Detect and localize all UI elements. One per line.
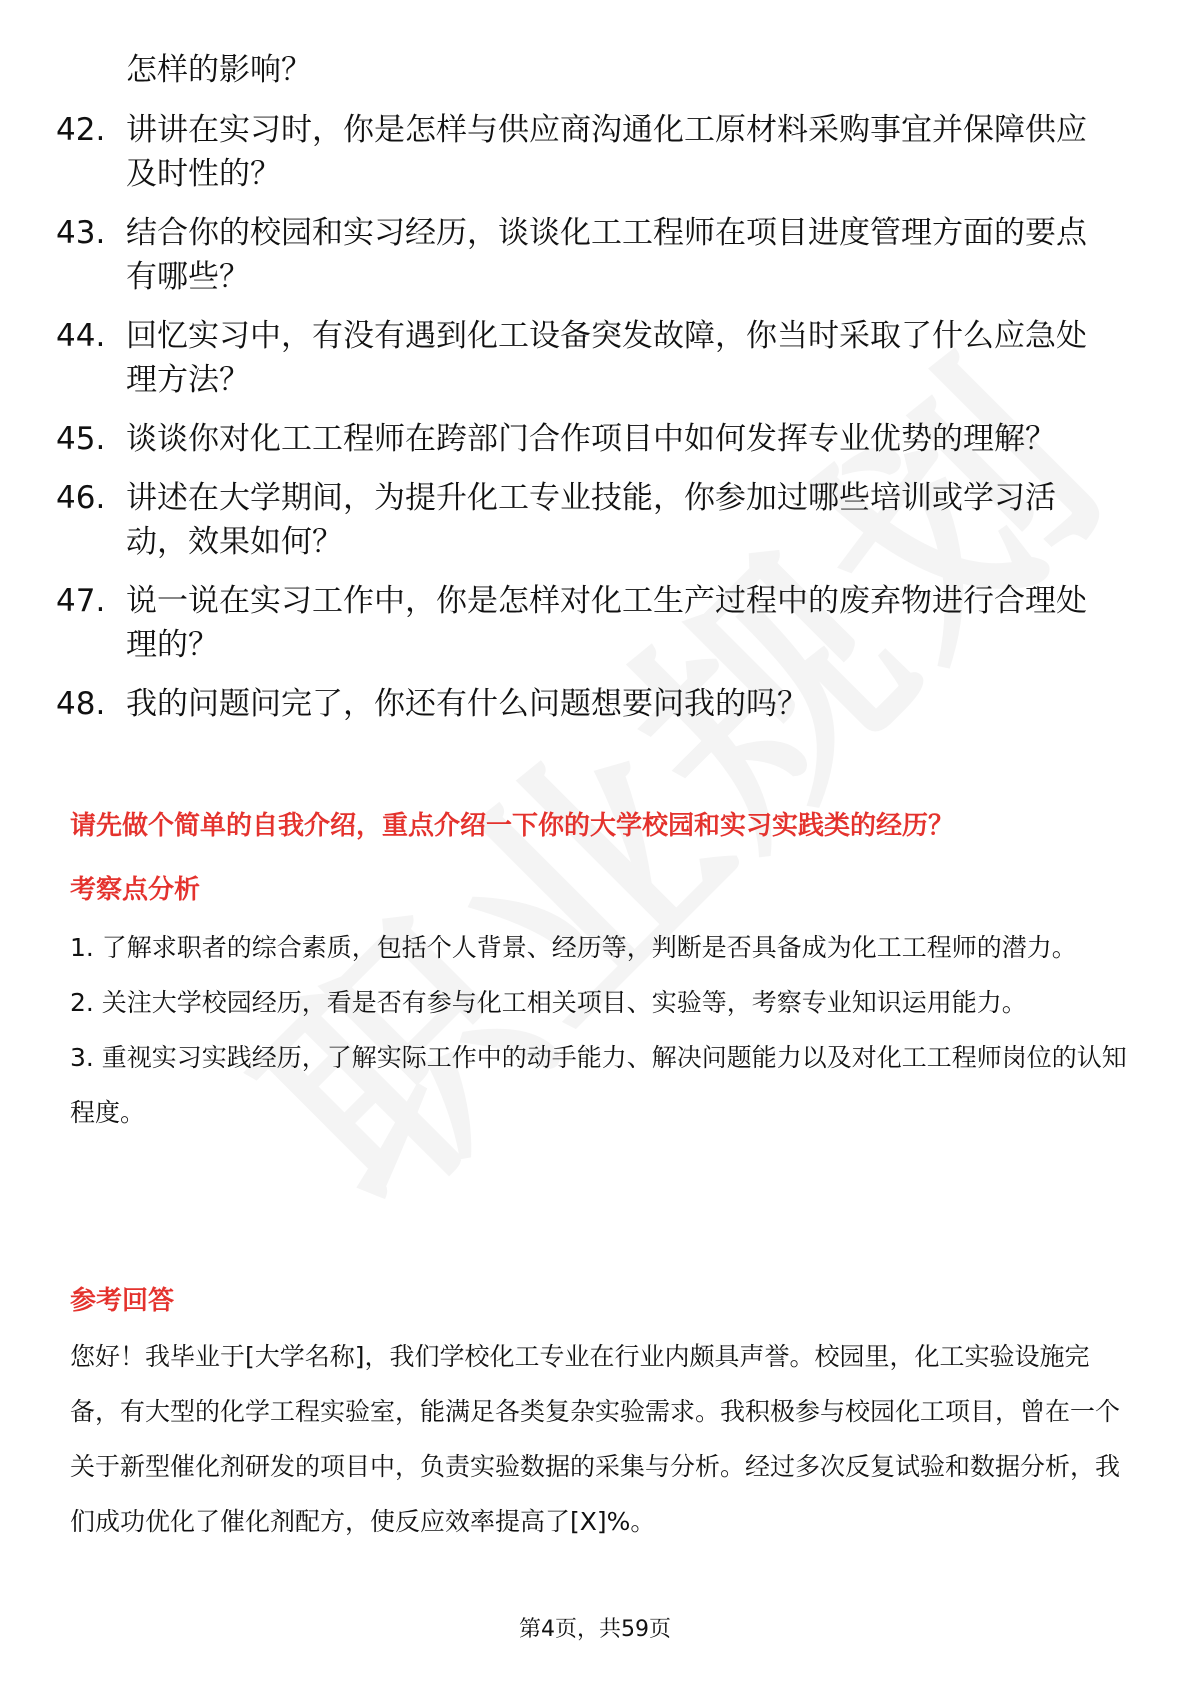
question-number: 43. xyxy=(56,215,106,251)
question-number: 47. xyxy=(56,583,106,619)
analysis-heading: 考察点分析 xyxy=(70,875,201,905)
question-item xyxy=(56,211,1126,299)
question-text: 讲讲在实习时，你是怎样与供应商沟通化工原材料采购事宜并保障供应及时性的？ xyxy=(126,112,1087,192)
question-item xyxy=(56,417,1126,461)
featured-question xyxy=(70,808,1130,844)
question-item xyxy=(56,682,1126,726)
question-item xyxy=(56,476,1126,564)
question-text: 谈谈你对化工工程师在跨部门合作项目中如何发挥专业优势的理解？ xyxy=(126,421,1056,457)
question-text: 回忆实习中，有没有遇到化工设备突发故障，你当时采取了什么应急处理方法？ xyxy=(126,318,1087,398)
question-list xyxy=(56,48,1126,741)
question-item xyxy=(56,108,1126,196)
question-number: 45. xyxy=(56,421,106,457)
question-text: 我的问题问完了，你还有什么问题想要问我的吗？ xyxy=(126,686,808,722)
question-continuation xyxy=(56,48,1126,92)
analysis-point: 3. 重视实习实践经历，了解实际工作中的动手能力、解决问题能力以及对化工工程师岗位的认知程度。 xyxy=(70,1043,1127,1127)
page-number: 第4页，共59页 xyxy=(519,1617,671,1642)
answer-section xyxy=(70,1283,1130,1549)
question-text: 讲述在大学期间，为提升化工专业技能，你参加过哪些培训或学习活动，效果如何？ xyxy=(126,480,1056,560)
featured-question-text: 请先做个简单的自我介绍，重点介绍一下你的大学校园和实习实践类的经历？ xyxy=(70,811,955,841)
question-number: 42. xyxy=(56,112,106,148)
question-text: 结合你的校园和实习经历，谈谈化工工程师在项目进度管理方面的要点有哪些？ xyxy=(126,215,1087,295)
analysis-point: 2. 关注大学校园经历，看是否有参与化工相关项目、实验等，考察专业知识运用能力。 xyxy=(70,988,1027,1017)
answer-text: 您好！我毕业于[大学名称]，我们学校化工专业在行业内颇具声誉。校园里，化工实验设施完备，有大型的化学工程实验室，能满足各类复杂实验需求。我积极参与校园化工项目，曾在一个关于新型催化剂研发的项目中，负责实验数据的采集与分析。经过多次反复试验和数据分析，我们成功优化了催化剂配方，使反应效率提高了[X]%。 xyxy=(70,1342,1121,1536)
question-item xyxy=(56,579,1126,667)
question-item xyxy=(56,314,1126,402)
analysis-section xyxy=(70,872,1130,1140)
answer-heading: 参考回答 xyxy=(70,1286,175,1316)
question-text: 说一说在实习工作中，你是怎样对化工生产过程中的废弃物进行合理处理的？ xyxy=(126,583,1087,663)
question-number: 44. xyxy=(56,318,106,354)
analysis-point: 1. 了解求职者的综合素质，包括个人背景、经历等，判断是否具备成为化工工程师的潜力。 xyxy=(70,933,1077,962)
question-number: 46. xyxy=(56,480,106,516)
question-text: 怎样的影响？ xyxy=(126,52,312,88)
question-number: 48. xyxy=(56,686,106,722)
